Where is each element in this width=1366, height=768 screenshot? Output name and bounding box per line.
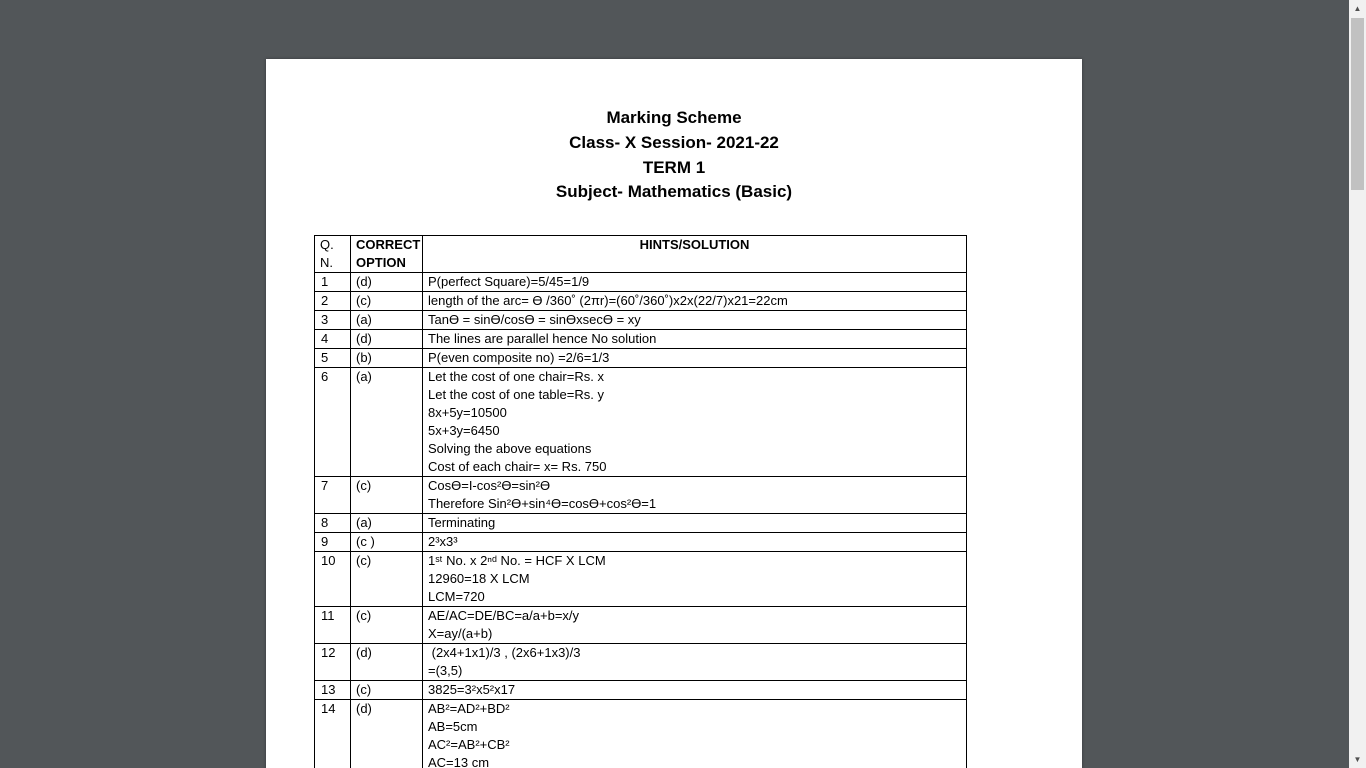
- solution-line: AC=13 cm: [428, 755, 490, 768]
- solution-line: Let the cost of one table=Rs. y: [428, 387, 604, 402]
- correct-option: (a): [351, 311, 423, 330]
- marking-scheme-table: [314, 235, 967, 768]
- table-body: [315, 273, 967, 768]
- solution-line: AB=5cm: [428, 719, 478, 734]
- correct-option: (c): [351, 681, 423, 700]
- solution-line: 12960=18 X LCM: [428, 571, 530, 586]
- correct-option: (c): [351, 477, 423, 514]
- correct-option: (c): [351, 607, 423, 644]
- solution-line: AB²=AD²+BD²: [428, 701, 510, 716]
- solution-line: 1ˢᵗ No. x 2ⁿᵈ No. = HCF X LCM: [428, 553, 606, 568]
- table-row: [315, 514, 967, 533]
- doc-term: TERM 1: [642, 158, 706, 177]
- solution-line: =(3,5): [428, 663, 463, 678]
- doc-class-session: Class- X Session- 2021-22: [569, 133, 779, 152]
- correct-option: (b): [351, 349, 423, 368]
- vertical-scrollbar[interactable]: [1349, 0, 1366, 768]
- header-correct-option: CORRECT OPTION: [351, 236, 423, 273]
- hint-solution: [423, 552, 967, 607]
- doc-subject: Subject- Mathematics (Basic): [555, 182, 793, 201]
- header-qn: Q. N.: [315, 236, 351, 273]
- solution-line: length of the arc= ϴ /360˚ (2πr)=(60˚/360˚)x2x(22/7)x21=22cm: [428, 293, 788, 308]
- solution-line: 8x+5y=10500: [428, 405, 507, 420]
- solution-line: Therefore Sin²ϴ+sin⁴ϴ=cosϴ+cos²ϴ=1: [428, 496, 657, 511]
- question-number: 6: [315, 368, 351, 477]
- table-row: [315, 330, 967, 349]
- table-row: [315, 607, 967, 644]
- hint-solution: [423, 477, 967, 514]
- correct-option: (d): [351, 273, 423, 292]
- table-row: [315, 368, 967, 477]
- solution-line: P(perfect Square)=5/45=1/9: [428, 274, 590, 289]
- hint-solution: [423, 607, 967, 644]
- table-row: [315, 533, 967, 552]
- correct-option: (c): [351, 552, 423, 607]
- question-number: 12: [315, 644, 351, 681]
- solution-line: AE/AC=DE/BC=a/a+b=x/y: [428, 608, 580, 623]
- question-number: 8: [315, 514, 351, 533]
- scroll-down-icon[interactable]: ▼: [1353, 755, 1362, 764]
- document-page: [266, 59, 1082, 768]
- hint-solution: [423, 311, 967, 330]
- question-number: 1: [315, 273, 351, 292]
- question-number: 4: [315, 330, 351, 349]
- hint-solution: [423, 273, 967, 292]
- correct-option: (a): [351, 368, 423, 477]
- table-row: [315, 700, 967, 768]
- table-row: [315, 552, 967, 607]
- hint-solution: [423, 368, 967, 477]
- solution-line: 5x+3y=6450: [428, 423, 500, 438]
- hint-solution: [423, 533, 967, 552]
- table-row: [315, 311, 967, 330]
- question-number: 7: [315, 477, 351, 514]
- scroll-thumb[interactable]: [1351, 18, 1364, 190]
- question-number: 3: [315, 311, 351, 330]
- question-number: 14: [315, 700, 351, 768]
- correct-option: (c ): [351, 533, 423, 552]
- solution-line: Terminating: [428, 515, 496, 530]
- scroll-up-icon[interactable]: ▲: [1353, 4, 1362, 13]
- solution-line: Let the cost of one chair=Rs. x: [428, 369, 604, 384]
- hint-solution: [423, 292, 967, 311]
- table-row: [315, 349, 967, 368]
- solution-line: The lines are parallel hence No solution: [428, 331, 657, 346]
- question-number: 11: [315, 607, 351, 644]
- solution-line: X=ay/(a+b): [428, 626, 493, 641]
- solution-line: AC²=AB²+CB²: [428, 737, 510, 752]
- solution-line: (2x4+1x1)/3 , (2x6+1x3)/3: [428, 645, 581, 660]
- solution-line: 3825=3²x5²x17: [428, 682, 516, 697]
- question-number: 13: [315, 681, 351, 700]
- table-row: [315, 273, 967, 292]
- table-row: [315, 644, 967, 681]
- question-number: 10: [315, 552, 351, 607]
- hint-solution: [423, 514, 967, 533]
- hint-solution: [423, 644, 967, 681]
- header-hints-solution: HINTS/SOLUTION: [423, 236, 967, 273]
- solution-line: Cost of each chair= x= Rs. 750: [428, 459, 607, 474]
- hint-solution: [423, 330, 967, 349]
- table-row: [315, 477, 967, 514]
- hint-solution: [423, 700, 967, 768]
- table-header-row: [315, 236, 967, 273]
- table-row: [315, 292, 967, 311]
- question-number: 5: [315, 349, 351, 368]
- correct-option: (a): [351, 514, 423, 533]
- question-number: 9: [315, 533, 351, 552]
- solution-line: Cosϴ=I-cos²ϴ=sin²ϴ: [428, 478, 551, 493]
- doc-title: Marking Scheme: [606, 108, 742, 127]
- correct-option: (d): [351, 330, 423, 349]
- solution-line: 2³x3³: [428, 534, 458, 549]
- table-row: [315, 681, 967, 700]
- correct-option: (c): [351, 292, 423, 311]
- hint-solution: [423, 349, 967, 368]
- solution-line: LCM=720: [428, 589, 485, 604]
- solution-line: Solving the above equations: [428, 441, 592, 456]
- question-number: 2: [315, 292, 351, 311]
- solution-line: P(even composite no) =2/6=1/3: [428, 350, 610, 365]
- correct-option: (d): [351, 700, 423, 768]
- correct-option: (d): [351, 644, 423, 681]
- solution-line: Tanϴ = sinϴ/cosϴ = sinϴxsecϴ = xy: [428, 312, 641, 327]
- hint-solution: [423, 681, 967, 700]
